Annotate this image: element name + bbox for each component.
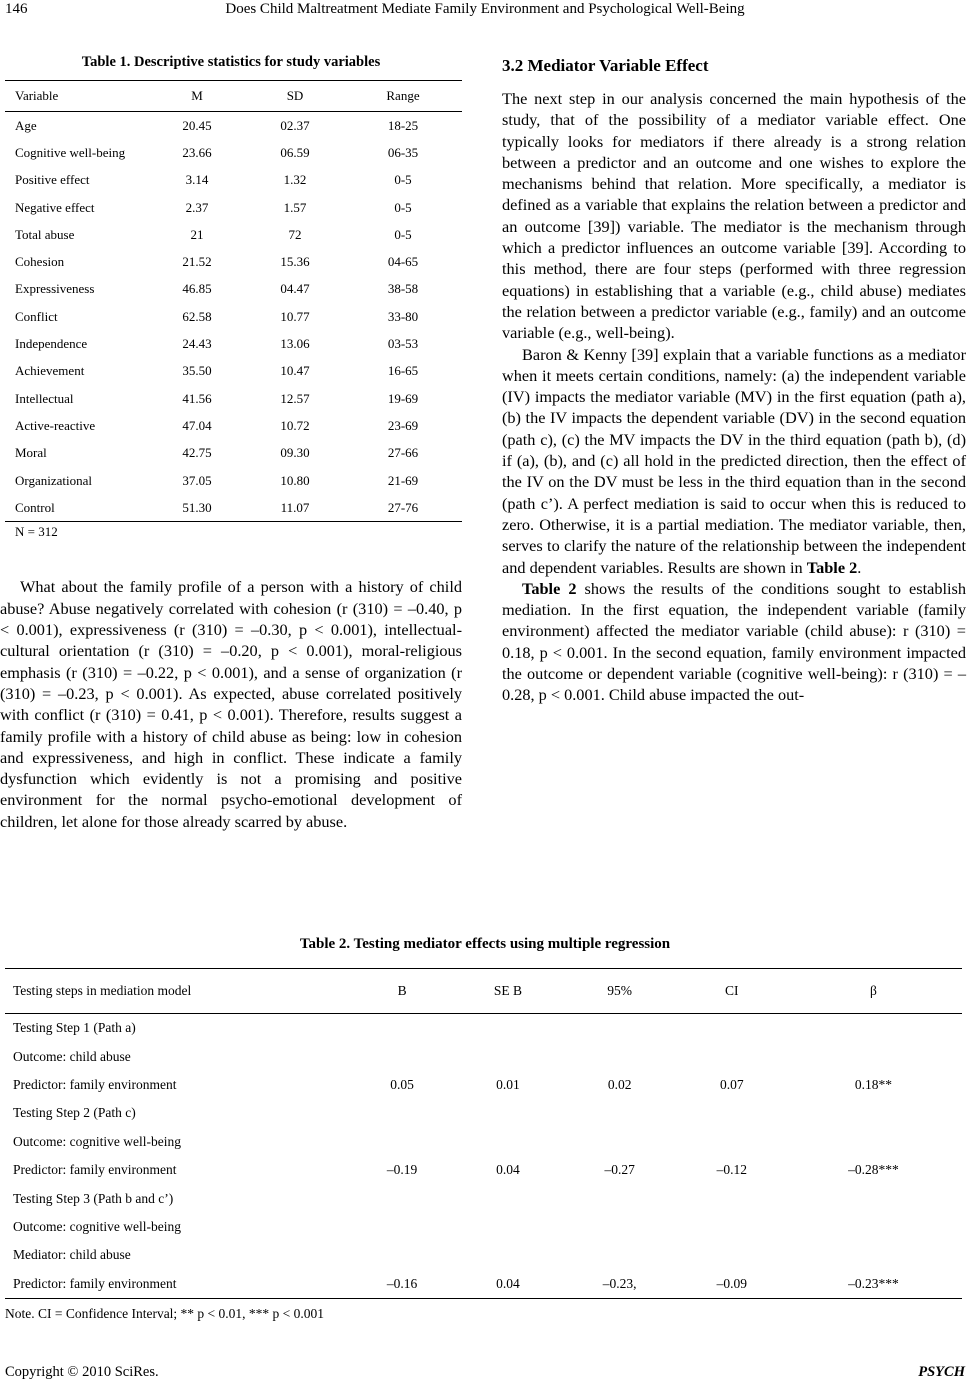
table2-cell: [785, 1128, 962, 1156]
table1-cell: Expressiveness: [15, 281, 95, 297]
page-number: 146: [5, 1, 28, 17]
table2-header-cell: B: [349, 969, 455, 1014]
table2-cell: 0.05: [390, 1076, 414, 1092]
table2-cell: Testing Step 3 (Path b and c’): [13, 1190, 174, 1206]
table1-cell: Positive effect: [15, 172, 90, 188]
table2: [5, 968, 962, 1299]
table2-cell: [785, 1241, 962, 1269]
table1-row: [5, 494, 462, 522]
table1-cell: Total abuse: [15, 226, 75, 242]
table2-cell: [455, 1213, 560, 1241]
table1-row: [5, 112, 462, 140]
table1-cell: 11.07: [246, 494, 344, 522]
table1-row: [5, 221, 462, 248]
table1-cell: 04.47: [280, 281, 310, 297]
table2-row: [5, 1156, 962, 1184]
table1-cell: 41.56: [182, 390, 212, 406]
table1-cell: 51.30: [148, 494, 246, 522]
table1-row: [5, 194, 462, 221]
table2-cell: [455, 1042, 560, 1070]
table2-cell: –0.23,: [561, 1270, 679, 1299]
table1-cell: Control: [5, 494, 148, 522]
table2-cell: [561, 1099, 679, 1127]
table2-cell: [679, 1099, 785, 1127]
table2-reference-lead: Table 2: [522, 578, 577, 598]
table2-cell: –0.27: [604, 1162, 635, 1178]
table1-cell: 21-69: [387, 472, 419, 488]
table1-cell: 0-5: [394, 172, 412, 188]
table2-cell: [679, 1014, 785, 1043]
table1-cell: 23-69: [387, 417, 419, 433]
table1-row: [5, 248, 462, 275]
table2-cell: [679, 1241, 785, 1269]
table2-cell: [679, 1213, 785, 1241]
table2-row: [5, 1014, 962, 1043]
table1-cell: 10.72: [280, 417, 310, 433]
copyright: Copyright © 2010 SciRes.: [5, 1364, 159, 1380]
table1-header-cell: M: [148, 81, 246, 112]
table1-cell: Age: [15, 117, 37, 133]
table1-cell: 18-25: [387, 117, 419, 133]
table2-row: [5, 1099, 962, 1127]
table1-cell: 09.30: [280, 445, 310, 461]
table2-header-cell: β: [785, 969, 962, 1014]
table1-cell: 02.37: [280, 117, 310, 133]
table1-cell: 72: [288, 226, 302, 242]
table1-cell: 15.36: [280, 254, 310, 270]
left-column: [0, 40, 462, 832]
table2-cell: [785, 1042, 962, 1070]
table1-cell: 04-65: [387, 254, 419, 270]
right-column: [502, 40, 966, 706]
table1-cell: 2.37: [185, 199, 209, 215]
table2-cell: 0.01: [496, 1076, 520, 1092]
table2-cell: Outcome: cognitive well-being: [13, 1218, 181, 1234]
table2-cell: [349, 1099, 455, 1127]
table2-cell: Predictor: family environment: [13, 1076, 177, 1092]
table1-cell: Negative effect: [15, 199, 95, 215]
table1-cell: 27-66: [387, 445, 419, 461]
table1-cell: 12.57: [280, 390, 310, 406]
table2-header-row: [5, 969, 962, 1014]
table1-header-row: [5, 81, 462, 112]
table1-row: [5, 358, 462, 385]
paragraph-3-text: shows the results of the conditions sought to establish mediation. In the first equation, the independent variable (family environment) affected the mediator variable (child abuse): r (310) = 0.18, p < 0.001. In the second equation, family environment impacted the outcome or dependent variable (cognitive well-being): r (310) = –0.28, p < 0.001. Child abuse impacted the out-: [502, 578, 966, 705]
table2-cell: [455, 1099, 560, 1127]
table2-cell: [785, 1099, 962, 1127]
table1-header-cell: Variable: [5, 81, 148, 112]
table2-cell: [679, 1042, 785, 1070]
table2-row: [5, 1071, 962, 1099]
table1-cell: 24.43: [182, 336, 212, 352]
table2-cell: [561, 1184, 679, 1212]
table2-cell: 0.02: [607, 1076, 632, 1092]
table1-row: [5, 440, 462, 467]
table2-header-cell: 95%: [561, 969, 679, 1014]
table2-cell: 0.04: [496, 1162, 520, 1178]
running-title: Does Child Maltreatment Mediate Family Environment and Psychological Well-Being: [225, 1, 745, 17]
table1-note: N = 312: [15, 524, 58, 540]
table2-row: [5, 1241, 962, 1269]
table2-cell: [455, 1014, 560, 1043]
table1-cell: 06-35: [387, 144, 419, 160]
table2-row: [5, 1042, 962, 1070]
table1-cell: 06.59: [280, 144, 310, 160]
left-paragraph: What about the family profile of a person with a history of child abuse? Abuse negatively correlated with cohesion (r (310) = –0.40, p < 0.001), expressiveness (r (310) = –0.30, p < 0.001), intellectual-cultural orientation (r (310) = –0.20, p < 0.001), moral-religious emphasis (r (310) = –0.22, p < 0.001), and a sense of organization (r (310) = –0.23, p < 0.001). As expected, abuse correlated positively with conflict (r (310) = 0.41, p < 0.001). Therefore, results suggest a family profile with a history of child abuse as being: low in cohesion and expressiveness, and high in conflict. These indicate a family dysfunction which evidently is not a promising and positive environment for the normal psycho-emotional development of children, let alone for those already scarred by abuse.: [0, 577, 462, 831]
table2-note: Note. CI = Confidence Interval; ** p < 0.01, *** p < 0.001: [5, 1306, 325, 1321]
table2-cell: –0.19: [386, 1162, 418, 1178]
table2-cell: 0.18**: [854, 1076, 893, 1092]
table1-cell: 37.05: [182, 472, 212, 488]
table1-cell: 35.50: [182, 363, 212, 379]
table2-cell: [349, 1184, 455, 1212]
table2-row: [5, 1184, 962, 1212]
table1-cell: 21: [190, 226, 204, 242]
table1-cell: 42.75: [182, 445, 212, 461]
table1: [5, 80, 462, 522]
table1-cell: Independence: [15, 336, 88, 352]
table2-cell: –0.28***: [848, 1162, 899, 1178]
table2-cell: [679, 1128, 785, 1156]
table2-cell: [785, 1184, 962, 1212]
table1-cell: 27-76: [344, 494, 462, 522]
table1-row: [5, 385, 462, 412]
table2-row: [5, 1128, 962, 1156]
table1-cell: 1.32: [283, 172, 307, 188]
table2-body: [5, 1014, 962, 1299]
table2-cell: Predictor: family environment: [13, 1162, 177, 1178]
table2-cell: [349, 1128, 455, 1156]
table1-caption: Table 1. Descriptive statistics for study variables: [81, 54, 381, 70]
table2-cell: –0.16: [349, 1270, 455, 1299]
table2-header-cell: Testing steps in mediation model: [5, 969, 349, 1014]
table1-body: [5, 112, 462, 522]
table2-cell: [455, 1184, 560, 1212]
table1-cell: 19-69: [387, 390, 419, 406]
table1-cell: Moral: [15, 445, 47, 461]
table1-cell: 0-5: [394, 226, 412, 242]
table1-header-cell: SD: [246, 81, 344, 112]
table1-row: [5, 276, 462, 303]
page-header: [0, 0, 970, 24]
table1-cell: Cognitive well-being: [15, 144, 126, 160]
journal-name: PSYCH: [918, 1364, 965, 1380]
table1-cell: 21.52: [182, 254, 212, 270]
section-title: 3.2 Mediator Variable Effect: [502, 56, 709, 75]
table1-row: [5, 412, 462, 439]
table2-cell: Mediator: child abuse: [13, 1247, 131, 1263]
table2-cell: [561, 1213, 679, 1241]
section-paragraph-3: [502, 578, 966, 706]
table1-row: [5, 330, 462, 357]
table1-cell: Active-reactive: [15, 417, 96, 433]
table2-cell: [679, 1184, 785, 1212]
table1-cell: 10.47: [280, 363, 310, 379]
table1-row: [5, 167, 462, 194]
table1-cell: 10.77: [280, 308, 310, 324]
table1-cell: Organizational: [15, 472, 93, 488]
table2-cell: 0.07: [719, 1076, 744, 1092]
table1-cell: 20.45: [182, 117, 212, 133]
table1-cell: Achievement: [15, 363, 85, 379]
paragraph-2-end: .: [857, 557, 862, 577]
table1-cell: 1.57: [283, 199, 307, 215]
table1-row: [5, 303, 462, 330]
table2-cell: 0.04: [455, 1270, 560, 1299]
table2-cell: Outcome: child abuse: [13, 1048, 131, 1064]
table2-row: [5, 1270, 962, 1299]
table2-caption: Table 2. Testing mediator effects using multiple regression: [299, 936, 671, 952]
table1-row: [5, 139, 462, 166]
table2-cell: Predictor: family environment: [5, 1270, 349, 1299]
page-footer: [0, 1364, 970, 1384]
paragraph-2-text: Baron & Kenny [39] explain that a variable functions as a mediator when it meets certain conditions, namely: (a) the independent variable (IV) impacts the mediator variable (MV) in the first equation (path a), (b) the IV impacts the dependent variable (DV) in the second equation (path c), (c) the MV impacts the DV in the third equation (path b), (d) if (a), (b), and (c) all hold in the predicted direction, then the effect of the IV on the DV must be less in the third equation than in the second (path c’). A perfect mediation is said to occur when this is reduced to zero. Otherwise, it is a partial mediation. The mediator variable, then, serves to clarify the nature of the relationship between the independent and dependent variables. Results are shown in: [502, 344, 966, 577]
table2-cell: Outcome: cognitive well-being: [13, 1133, 181, 1149]
table2-cell: Testing Step 1 (Path a): [13, 1020, 136, 1036]
table1-cell: 62.58: [182, 308, 212, 324]
table1-cell: Intellectual: [15, 390, 74, 406]
table2-header-cell: CI: [679, 969, 785, 1014]
table2-reference: Table 2: [806, 557, 858, 577]
table1-cell: 3.14: [185, 172, 209, 188]
table1-cell: Cohesion: [15, 254, 65, 270]
table1-cell: 23.66: [182, 144, 212, 160]
table2-cell: [455, 1241, 560, 1269]
section-paragraph-1: The next step in our analysis concerned the main hypothesis of the study, that of the possibility of a mediator variable effect. One typically looks for mediators if there already is a strong relation between a predictor and an outcome and one wishes to explore the mechanisms behind that relation. More specifically, a mediator is defined as a variable that explains the relation between a predictor and an outcome [39]) variable. The mediator is the mechanism through which a predictor influences an outcome variable [39]. According to this method, there are four steps (performed with three regression equations) in establishing that a variable (e.g., child abuse) mediates the relation between a predictor variable (e.g., family) and an outcome variable (e.g., well-being).: [502, 89, 966, 343]
table1-row: [5, 467, 462, 494]
table2-cell: –0.09: [679, 1270, 785, 1299]
table2-cell: [561, 1128, 679, 1156]
table1-cell: 10.80: [280, 472, 310, 488]
table1-cell: 33-80: [387, 308, 419, 324]
table2-cell: [561, 1042, 679, 1070]
table2-cell: [785, 1014, 962, 1043]
table1-cell: Conflict: [15, 308, 58, 324]
table2-cell: Testing Step 2 (Path c): [13, 1105, 136, 1121]
table2-cell: [455, 1128, 560, 1156]
table2-cell: [349, 1241, 455, 1269]
table2-cell: –0.23***: [785, 1270, 962, 1299]
table2-cell: [561, 1014, 679, 1043]
table2-cell: [349, 1042, 455, 1070]
table1-cell: 13.06: [280, 336, 310, 352]
table2-header-cell: SE B: [455, 969, 560, 1014]
table1-cell: 03-53: [387, 336, 419, 352]
table2-cell: [349, 1213, 455, 1241]
table2-cell: [349, 1014, 455, 1043]
table2-cell: [785, 1213, 962, 1241]
table2-cell: –0.12: [716, 1162, 747, 1178]
table1-header-cell: Range: [344, 81, 462, 112]
table1-cell: 38-58: [387, 281, 419, 297]
table1-cell: 16-65: [387, 363, 419, 379]
section-paragraph-2: [502, 344, 966, 578]
table1-cell: 46.85: [182, 281, 212, 297]
table2-cell: [561, 1241, 679, 1269]
table1-cell: 0-5: [394, 199, 412, 215]
table1-cell: 47.04: [182, 417, 212, 433]
table2-row: [5, 1213, 962, 1241]
